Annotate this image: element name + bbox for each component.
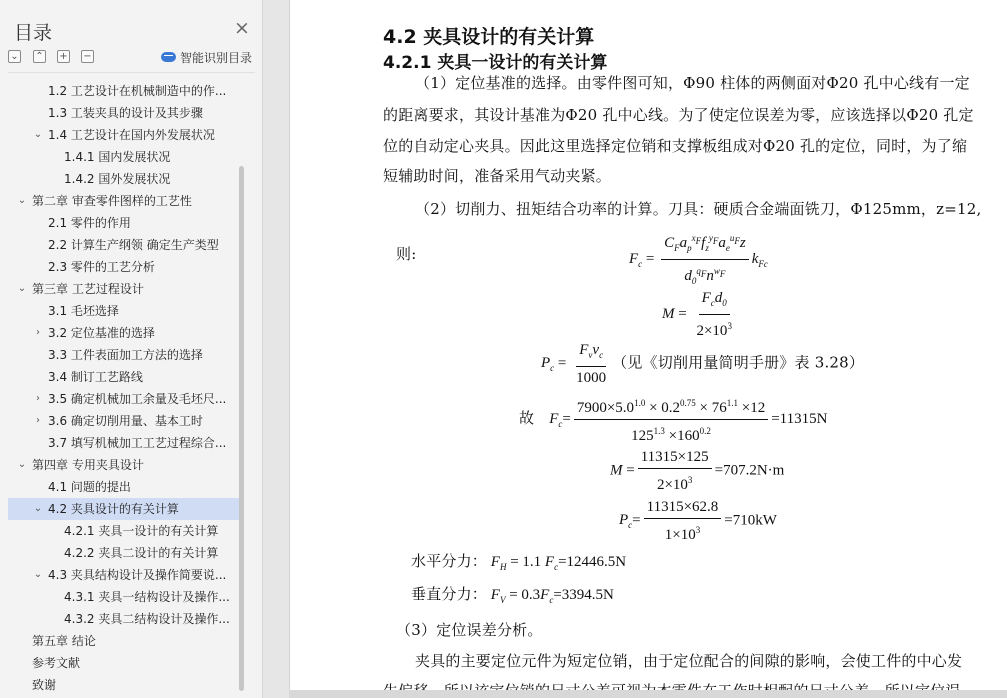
toc-item[interactable] xyxy=(8,212,241,234)
chevron-down-icon[interactable]: ⌄ xyxy=(17,195,27,206)
smart-toc-label: 智能识别目录 xyxy=(180,50,253,65)
toc-item-label: 第二章 审查零件图样的工艺性 xyxy=(32,194,192,208)
fc-numerator: 7900×5.0 xyxy=(576,400,635,416)
p-denominator: 1×10 xyxy=(664,527,696,543)
fv-expression: = 0.3 xyxy=(509,587,541,603)
toc-item[interactable] xyxy=(8,454,241,476)
fv-label: 垂直分力： xyxy=(411,585,488,603)
toc-item[interactable] xyxy=(8,410,241,432)
toc-item-label: 3.3 工件表面加工方法的选择 xyxy=(48,348,203,362)
toc-item-label: 第五章 结论 xyxy=(32,634,96,648)
toc-item[interactable] xyxy=(8,630,241,652)
toc-item-label: 3.7 填写机械加工工艺过程综合... xyxy=(48,436,227,450)
remove-heading-icon[interactable]: − xyxy=(81,50,94,63)
toc-item-label: 4.1 问题的提出 xyxy=(48,480,131,494)
subsection-heading: 4.2.1 夹具一设计的有关计算 xyxy=(383,53,608,73)
toc-item-label: 3.2 定位基准的选择 xyxy=(48,326,155,340)
toc-item[interactable] xyxy=(8,190,241,212)
toc-item-label: 4.3.2 夹具二结构设计及操作... xyxy=(64,612,230,626)
chevron-right-icon[interactable]: › xyxy=(36,393,40,404)
toc-item[interactable] xyxy=(8,80,241,102)
toc-item-label: 1.4.2 国外发展状况 xyxy=(64,172,171,186)
toc-item-label: 3.4 制订工艺路线 xyxy=(48,370,143,384)
horizontal-force-line: 水平分力： $F_H = 1.1$ $F_c=12446.5N$ xyxy=(411,552,627,572)
chevron-down-icon[interactable]: ⌄ xyxy=(33,129,43,140)
toc-item[interactable] xyxy=(8,278,241,300)
toc-item-label: 4.3 夹具结构设计及操作简要说... xyxy=(48,568,227,582)
toc-item[interactable] xyxy=(8,344,241,366)
toc-item[interactable] xyxy=(8,322,241,344)
toc-item[interactable] xyxy=(8,300,241,322)
toc-item-label: 2.3 零件的工艺分析 xyxy=(48,260,155,274)
toc-item-label: 2.1 零件的作用 xyxy=(48,216,131,230)
close-icon[interactable]: × xyxy=(234,17,250,39)
toc-item[interactable] xyxy=(8,146,241,168)
toc-item-label: 致谢 xyxy=(32,678,57,692)
toc-item-label: 第四章 专用夹具设计 xyxy=(32,458,144,472)
formula-m: M = $\frac{F_cd_0}{2\times 10^3}$ xyxy=(662,290,732,339)
toc-item[interactable] xyxy=(8,366,241,388)
formula-fc: $F_c$ = $\frac{C_Fa_p^{x_F}f_z^{y_F}a_e^{u_F}z}{d_0^{q_F}n^{w_F}}$ $k_{Fc}$ xyxy=(629,228,768,291)
paragraph-line: 夹具的主要定位元件为短定位销，由于定位配合的间隙的影响，会使工件的中心发 xyxy=(415,652,963,670)
toc-item[interactable] xyxy=(8,674,241,694)
fh-result: =12446.5N xyxy=(558,554,627,570)
nav-scrollbar-thumb[interactable] xyxy=(239,166,244,691)
page-bottom-bar xyxy=(289,690,1007,698)
collapse-all-icon[interactable]: ⌄ xyxy=(8,50,21,63)
toc-item[interactable] xyxy=(8,498,241,520)
toc-item[interactable] xyxy=(8,586,241,608)
paragraph-line: （2）切削力、扭矩结合功率的计算。刀具：硬质合金端面铣刀，Φ125mm，z=12, xyxy=(415,200,982,218)
p-result: =710kW xyxy=(724,512,777,529)
document-page xyxy=(289,0,1007,698)
expand-up-icon[interactable]: ⌃ xyxy=(33,50,46,63)
toc-item-label: 2.2 计算生产纲领 确定生产类型 xyxy=(48,238,219,252)
toc-item[interactable] xyxy=(8,520,241,542)
toc-item[interactable] xyxy=(8,542,241,564)
toc-item-label: 第三章 工艺过程设计 xyxy=(32,282,144,296)
chevron-down-icon[interactable]: ⌄ xyxy=(33,569,43,580)
fc-result: =11315N xyxy=(771,410,828,427)
toc-item[interactable] xyxy=(8,652,241,674)
toc-item[interactable] xyxy=(8,608,241,630)
toc-item-label: 参考文献 xyxy=(32,656,81,670)
toc-item[interactable] xyxy=(8,102,241,124)
paragraph-line: （1）定位基准的选择。由零件图可知，Φ90 柱体的两侧面对Φ20 孔中心线有一定 xyxy=(415,74,970,92)
toc-item[interactable] xyxy=(8,124,241,146)
m-denominator: 2×10 xyxy=(656,477,688,493)
formula-pc: $P_c$ = $\frac{F_vv_c}{1000}$ （见《切削用量简明手册》表 3.28） xyxy=(541,342,865,386)
m-numerator: 11315×125 xyxy=(638,447,712,469)
fc-denominator: 125 xyxy=(631,428,654,444)
formula-m-denominator: 2×10 xyxy=(696,323,728,339)
m-result: =707.2N·m xyxy=(714,462,785,479)
toc-item-label: 4.2.2 夹具二设计的有关计算 xyxy=(64,546,219,560)
toc-item[interactable] xyxy=(8,388,241,410)
chevron-down-icon[interactable]: ⌄ xyxy=(33,503,43,514)
formula-m-numeric: M = $\frac{11315\times 125}{2\times 10^3}$ =707.2N·m xyxy=(610,449,785,493)
cloud-icon xyxy=(161,52,176,62)
add-heading-icon[interactable]: + xyxy=(57,50,70,63)
paragraph-line: （3）定位误差分析。 xyxy=(396,621,543,639)
nav-title: 目录 xyxy=(14,22,53,44)
toc-item[interactable] xyxy=(8,256,241,278)
navigation-pane xyxy=(0,0,263,698)
toc-item-label: 4.2.1 夹具一设计的有关计算 xyxy=(64,524,219,538)
divider xyxy=(8,72,255,73)
chevron-right-icon[interactable]: › xyxy=(36,327,40,338)
toc-item-label: 1.3 工装夹具的设计及其步骤 xyxy=(48,106,203,120)
then-label: 则: xyxy=(396,245,417,263)
therefore-label: 故 xyxy=(519,408,535,427)
formula-pc-note: （见《切削用量简明手册》表 3.28） xyxy=(612,353,865,372)
toc-item[interactable] xyxy=(8,476,241,498)
formula-pc-denominator: 1000 xyxy=(576,370,607,386)
fh-label: 水平分力： xyxy=(411,552,488,570)
toc-item[interactable] xyxy=(8,564,241,586)
toc-item-label: 3.1 毛坯选择 xyxy=(48,304,119,318)
chevron-down-icon[interactable]: ⌄ xyxy=(17,283,27,294)
toc-item[interactable] xyxy=(8,168,241,190)
paragraph-line: 的距离要求，其设计基准为Φ20 孔中心线。为了使定位误差为零，应该选择以Φ20 孔定 xyxy=(383,106,974,124)
paragraph-line: 位的自动定心夹具。因此这里选择定位销和支撑板组成对Φ20 孔的定位，同时，为了缩 xyxy=(383,137,968,155)
fh-expression: = 1.1 xyxy=(510,554,542,570)
toc-item-label: 1.4 工艺设计在国内外发展状况 xyxy=(48,128,215,142)
toc-item-label: 4.3.1 夹具一结构设计及操作... xyxy=(64,590,230,604)
chevron-down-icon[interactable]: ⌄ xyxy=(17,459,27,470)
p-numerator: 11315×62.8 xyxy=(644,497,722,519)
chevron-right-icon[interactable]: › xyxy=(36,415,40,426)
vertical-force-line: 垂直分力： $F_V = 0.3F_c=3394.5N$ xyxy=(411,585,614,605)
toc-item[interactable] xyxy=(8,432,241,454)
fv-result: =3394.5N xyxy=(553,587,614,603)
toc-item-label: 4.2 夹具设计的有关计算 xyxy=(48,502,179,516)
toc-list xyxy=(8,74,241,694)
smart-toc-button[interactable] xyxy=(161,49,252,65)
toc-item[interactable] xyxy=(8,234,241,256)
toc-item-label: 3.5 确定机械加工余量及毛坯尺... xyxy=(48,392,227,406)
formula-p-numeric: $P_c=$ $\frac{11315\times 62.8}{1\times 10^3}$ =710kW xyxy=(619,499,777,543)
paragraph-line: 短辅助时间，准备采用气动夹紧。 xyxy=(383,167,612,185)
toc-item-label: 1.4.1 国内发展状况 xyxy=(64,150,171,164)
section-heading: 4.2 夹具设计的有关计算 xyxy=(383,26,595,48)
toc-item-label: 3.6 确定切削用量、基本工时 xyxy=(48,414,203,428)
toc-item-label: 1.2 工艺设计在机械制造中的作... xyxy=(48,84,227,98)
formula-fc-numeric: 故 $F_c=$ $\frac{7900\times 5.0^{1.0} \times 0.2^{0.75} \times 76^{1.1} \times 12}{125^{1.3} \times 160^{0.2}}$ =11315N xyxy=(519,393,827,446)
